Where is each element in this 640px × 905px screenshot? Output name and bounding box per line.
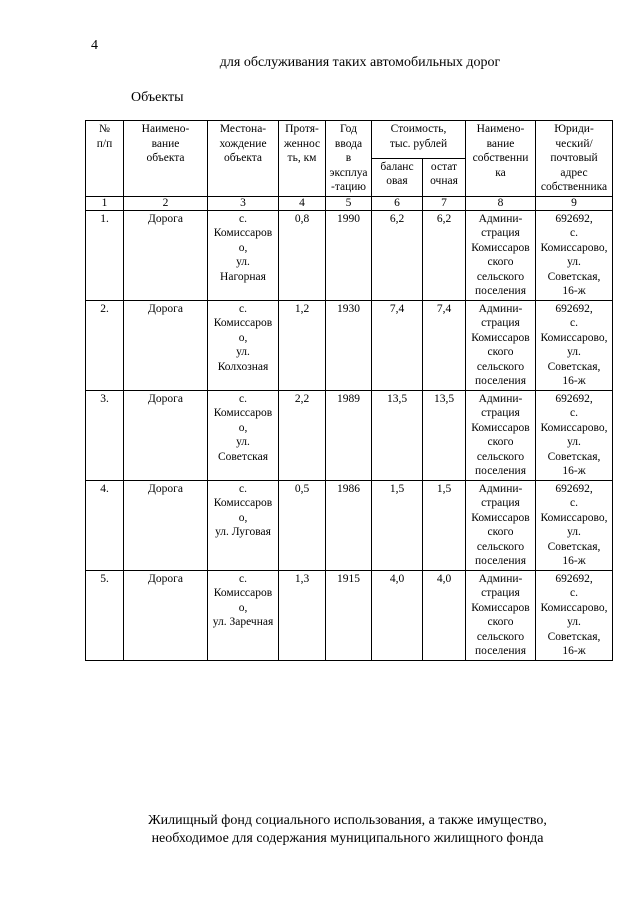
- footer-line-2: необходимое для содержания муниципального жилищного фонда: [151, 831, 544, 846]
- cell-year: 1930: [326, 300, 372, 390]
- cell-name: Дорога: [124, 300, 208, 390]
- page-number: 4: [91, 38, 98, 53]
- cell-owner: Админи- страция Комиссаров ского сельского поселения: [466, 210, 536, 300]
- cell-balance: 6,2: [372, 210, 423, 300]
- header-location: Местона- хождение объекта: [208, 121, 279, 197]
- cell-address: 692692, с. Комиссарово, ул. Советская, 16-ж: [536, 570, 613, 660]
- section-label: Объекты: [131, 90, 184, 105]
- column-number: 8: [466, 196, 536, 210]
- cell-balance: 7,4: [372, 300, 423, 390]
- header-num: № п/п: [86, 121, 124, 197]
- table-header: [86, 121, 613, 197]
- cell-address: 692692, с. Комиссарово, ул. Советская, 16-ж: [536, 210, 613, 300]
- cell-location: с. Комиссаров о, ул. Луговая: [208, 480, 279, 570]
- header-length: Протя- женнос ть, км: [279, 121, 326, 197]
- cell-balance: 1,5: [372, 480, 423, 570]
- cell-owner: Админи- страция Комиссаров ского сельского поселения: [466, 390, 536, 480]
- table-body: [86, 196, 613, 660]
- table-row: [86, 570, 613, 660]
- column-number: 3: [208, 196, 279, 210]
- table-row: [86, 300, 613, 390]
- cell-residual: 1,5: [423, 480, 466, 570]
- cell-length: 1,2: [279, 300, 326, 390]
- header-owner: Наимено- вание собственни ка: [466, 121, 536, 197]
- objects-table: [85, 120, 613, 661]
- cell-num: 2.: [86, 300, 124, 390]
- cell-residual: 13,5: [423, 390, 466, 480]
- column-number: 9: [536, 196, 613, 210]
- cell-name: Дорога: [124, 390, 208, 480]
- column-number: 5: [326, 196, 372, 210]
- column-number: 6: [372, 196, 423, 210]
- cell-num: 5.: [86, 570, 124, 660]
- cell-owner: Админи- страция Комиссаров ского сельского поселения: [466, 570, 536, 660]
- header-name: Наимено- вание объекта: [124, 121, 208, 197]
- header-cost: Стоимость, тыс. рублей: [372, 121, 466, 159]
- header-year: Год ввода в эксплуа -тацию: [326, 121, 372, 197]
- cell-residual: 7,4: [423, 300, 466, 390]
- table-row: [86, 390, 613, 480]
- table-row: [86, 210, 613, 300]
- heading: для обслуживания таких автомобильных дорог: [219, 55, 501, 70]
- cell-num: 3.: [86, 390, 124, 480]
- cell-residual: 4,0: [423, 570, 466, 660]
- column-number: 7: [423, 196, 466, 210]
- cell-address: 692692, с. Комиссарово, ул. Советская, 16-ж: [536, 390, 613, 480]
- column-number: 1: [86, 196, 124, 210]
- cell-location: с. Комиссаров о, ул. Заречная: [208, 570, 279, 660]
- cell-num: 1.: [86, 210, 124, 300]
- header-address: Юриди- ческий/ почтовый адрес собственника: [536, 121, 613, 197]
- cell-owner: Админи- страция Комиссаров ского сельского поселения: [466, 480, 536, 570]
- cell-year: 1915: [326, 570, 372, 660]
- cell-name: Дорога: [124, 570, 208, 660]
- cell-length: 0,8: [279, 210, 326, 300]
- header-cost-residual: остат очная: [423, 158, 466, 196]
- footer-line-1: Жилищный фонд социального использования, а также имущество,: [148, 813, 547, 828]
- cell-address: 692692, с. Комиссарово, ул. Советская, 16-ж: [536, 480, 613, 570]
- cell-balance: 13,5: [372, 390, 423, 480]
- cell-name: Дорога: [124, 210, 208, 300]
- cell-year: 1990: [326, 210, 372, 300]
- cell-balance: 4,0: [372, 570, 423, 660]
- cell-length: 1,3: [279, 570, 326, 660]
- table-row: [86, 480, 613, 570]
- cell-address: 692692, с. Комиссарово, ул. Советская, 16-ж: [536, 300, 613, 390]
- cell-owner: Админи- страция Комиссаров ского сельского поселения: [466, 300, 536, 390]
- cell-name: Дорога: [124, 480, 208, 570]
- cell-length: 0,5: [279, 480, 326, 570]
- header-cost-balance: баланс овая: [372, 158, 423, 196]
- cell-num: 4.: [86, 480, 124, 570]
- cell-location: с. Комиссаров о, ул. Советская: [208, 390, 279, 480]
- cell-year: 1989: [326, 390, 372, 480]
- cell-length: 2,2: [279, 390, 326, 480]
- cell-location: с. Комиссаров о, ул. Нагорная: [208, 210, 279, 300]
- column-number: 4: [279, 196, 326, 210]
- cell-location: с. Комиссаров о, ул. Колхозная: [208, 300, 279, 390]
- column-number-row: [86, 196, 613, 210]
- column-number: 2: [124, 196, 208, 210]
- footer-heading: [0, 812, 640, 848]
- cell-year: 1986: [326, 480, 372, 570]
- cell-residual: 6,2: [423, 210, 466, 300]
